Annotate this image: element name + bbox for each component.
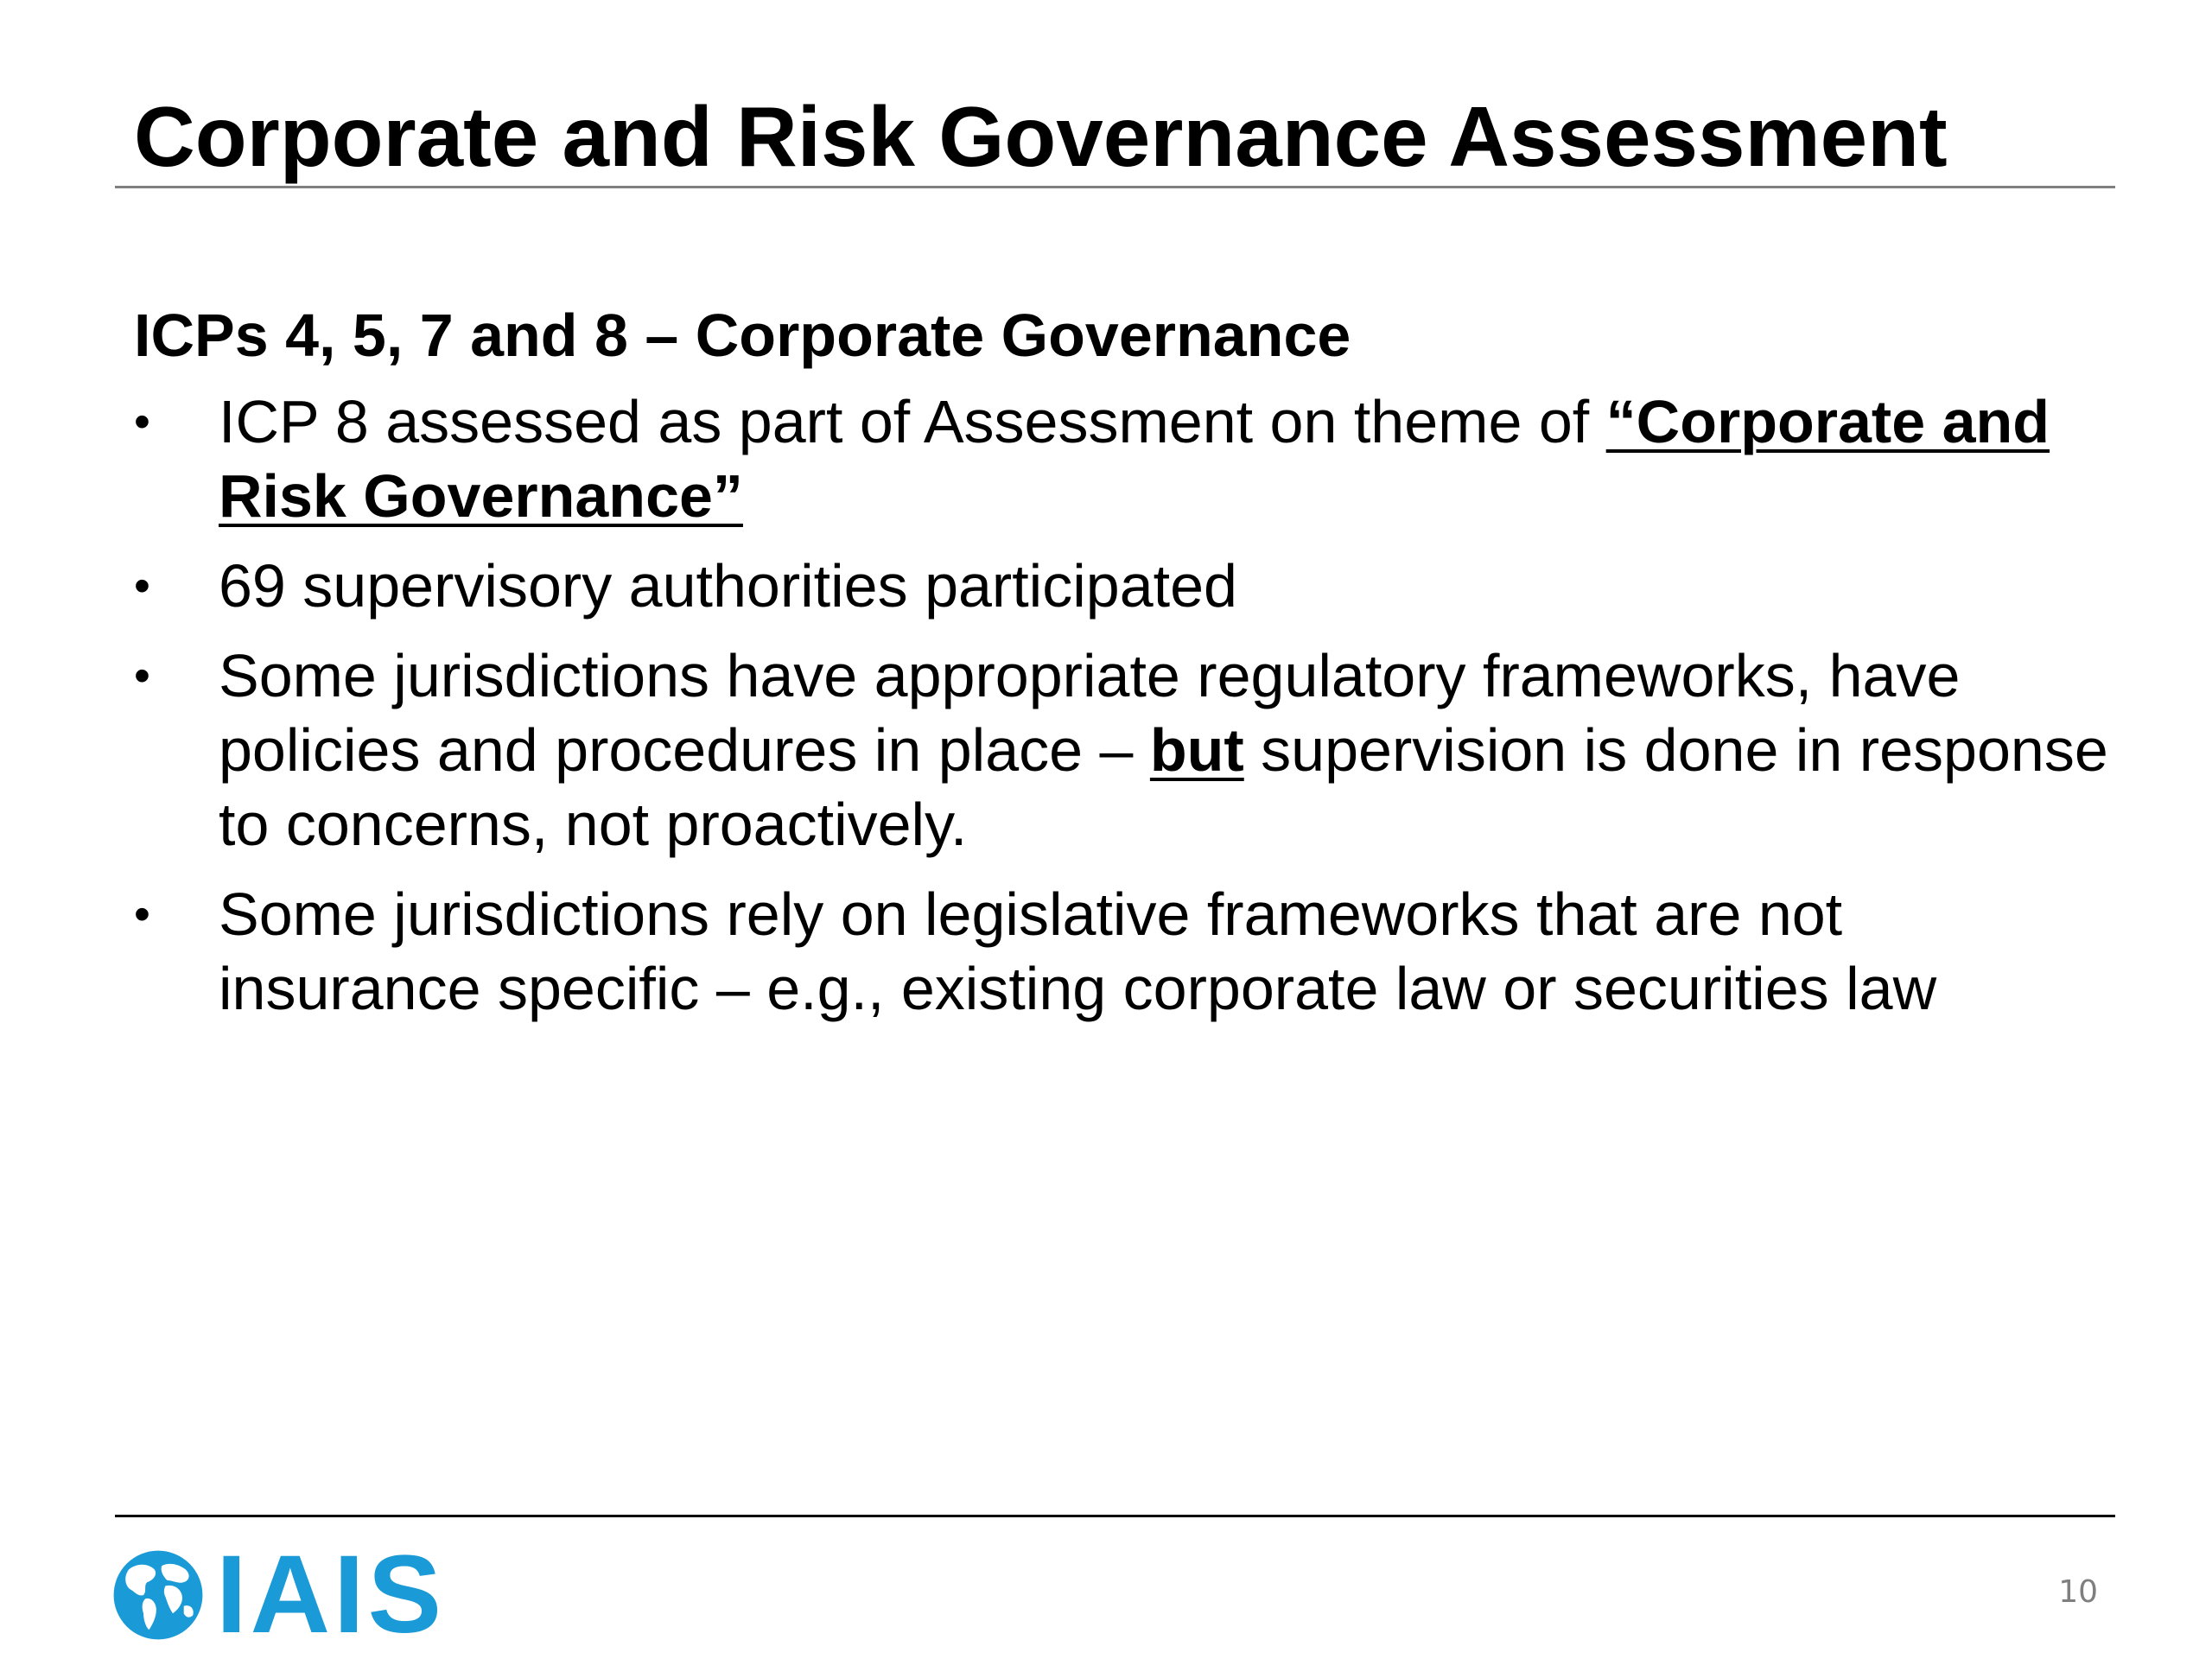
slide-title: Corporate and Risk Governance Assessment [134, 89, 1948, 184]
logo-wordmark: IAIS [216, 1533, 445, 1656]
bullet-emphasis: “Corporate and Risk Governance” [219, 387, 2050, 530]
bullet-item-1 [134, 385, 2113, 533]
globe-icon [112, 1549, 204, 1641]
section-heading: ICPs 4, 5, 7 and 8 – Corporate Governance [134, 302, 1351, 369]
bullet-text: Some jurisdictions have appropriate regulatory frameworks, have policies and procedures in place – [219, 641, 1961, 784]
bullet-list [134, 385, 2113, 1026]
bullet-marker: • [134, 887, 150, 940]
page-number: 10 [2058, 1574, 2098, 1610]
bullet-marker: • [134, 649, 150, 702]
iais-logo [112, 1533, 445, 1656]
bullet-item-2 [134, 549, 2113, 623]
bullet-text: ICP 8 assessed as part of Assessment on theme of [219, 387, 1606, 455]
footer-divider [115, 1515, 2115, 1517]
bullet-text: Some jurisdictions rely on legislative frameworks that are not insurance specific – e.g., existing corporate law or securities law [219, 880, 1937, 1022]
bullet-marker: • [134, 559, 150, 612]
bullet-item-4 [134, 877, 2113, 1026]
bullet-text: 69 supervisory authorities participated [219, 551, 1237, 620]
bullet-emphasis: but [1149, 715, 1244, 784]
bullet-text-continued: supervision is done in response to concerns, not proactively. [219, 715, 2108, 858]
bullet-marker: • [134, 395, 150, 448]
title-divider [115, 186, 2115, 188]
bullet-item-3 [134, 639, 2113, 861]
slide-body [134, 298, 2113, 1041]
